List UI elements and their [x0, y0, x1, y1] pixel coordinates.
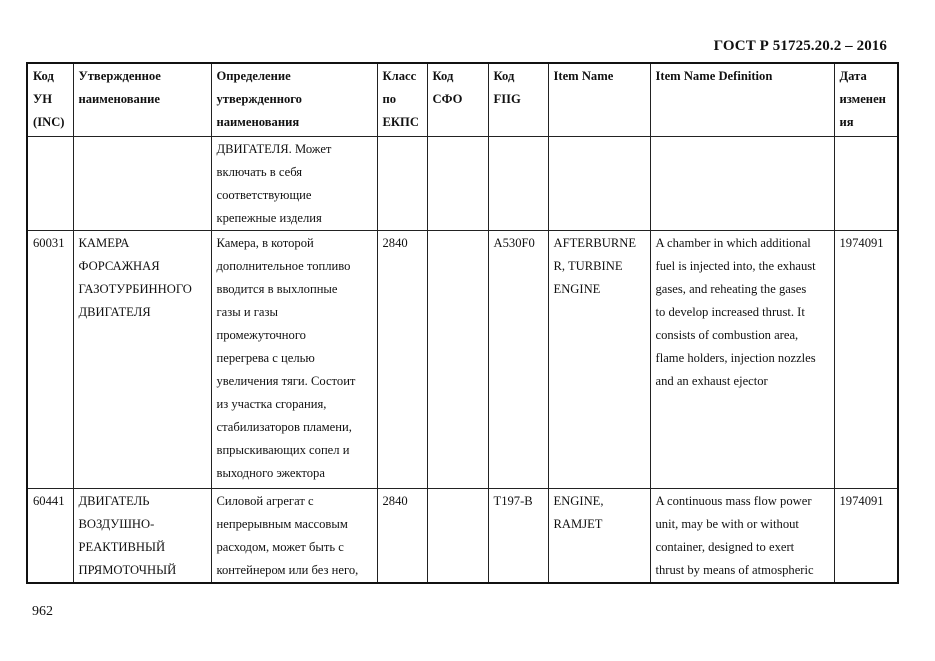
cell-text-line: выходного эжектора: [216, 466, 325, 480]
header-text-line: Код: [493, 69, 515, 83]
cell-text-line: увеличения тяги. Состоит: [216, 374, 356, 388]
cell-text-line: gases, and reheating the gases: [655, 282, 807, 296]
header-text-line: FIIG: [493, 92, 521, 106]
cell-change-date: [834, 231, 898, 489]
cell-name-definition: [211, 137, 377, 231]
catalog-table: [26, 62, 899, 584]
cell-text-line: 1974091: [839, 494, 884, 508]
cell-text-line: ГАЗОТУРБИННОГО: [78, 282, 192, 296]
cell-text-line: thrust by means of atmospheric: [655, 563, 814, 577]
cell-ekps-class: [377, 231, 427, 489]
cell-text-line: непрерывным массовым: [216, 517, 348, 531]
header-row: [27, 63, 898, 137]
header-text-line: Класс: [382, 69, 417, 83]
cell-text-line: стабилизаторов пламени,: [216, 420, 352, 434]
header-text-line: наименование: [78, 92, 160, 106]
header-text-line: Item Name Definition: [655, 69, 773, 83]
column-header-sfo-code: [427, 63, 488, 137]
cell-inc-code: [27, 489, 73, 584]
header-text-line: Item Name: [553, 69, 614, 83]
cell-fiig-code: [488, 489, 548, 584]
cell-ekps-class: [377, 137, 427, 231]
cell-text-line: R, TURBINE: [553, 259, 623, 273]
header-text-line: утвержденного: [216, 92, 302, 106]
standard-designation: ГОСТ Р 51725.20.2 – 2016: [713, 38, 887, 54]
header-text-line: Утвержденное: [78, 69, 161, 83]
cell-text-line: 60441: [33, 494, 65, 508]
table-row: [27, 137, 898, 231]
column-header-fiig-code: [488, 63, 548, 137]
cell-text-line: крепежные изделия: [216, 211, 322, 225]
table-row: [27, 489, 898, 584]
cell-text-line: A chamber in which additional: [655, 236, 811, 250]
header-text-line: изменен: [839, 92, 886, 106]
cell-text-line: ENGINE: [553, 282, 601, 296]
header-text-line: Код: [432, 69, 454, 83]
cell-sfo-code: [427, 231, 488, 489]
cell-text-line: container, designed to exert: [655, 540, 795, 554]
cell-text-line: соответствующие: [216, 188, 312, 202]
cell-text-line: включать в себя: [216, 165, 303, 179]
cell-text-line: A530F0: [493, 236, 535, 250]
cell-change-date: [834, 137, 898, 231]
cell-text-line: газы и газы: [216, 305, 278, 319]
cell-text-line: consists of combustion area,: [655, 328, 799, 342]
cell-text-line: КАМЕРА: [78, 236, 130, 250]
header-text-line: (INC): [33, 115, 65, 129]
cell-text-line: дополнительное топливо: [216, 259, 351, 273]
cell-text-line: RAMJET: [553, 517, 603, 531]
header-text-line: ЕКПС: [382, 115, 419, 129]
cell-item-name-definition: [650, 137, 834, 231]
cell-text-line: 1974091: [839, 236, 884, 250]
cell-sfo-code: [427, 137, 488, 231]
cell-text-line: T197-B: [493, 494, 533, 508]
cell-text-line: ВОЗДУШНО-: [78, 517, 155, 531]
cell-text-line: Камера, в которой: [216, 236, 314, 250]
column-header-item-name: [548, 63, 650, 137]
cell-inc-code: [27, 137, 73, 231]
cell-text-line: впрыскивающих сопел и: [216, 443, 350, 457]
cell-fiig-code: [488, 231, 548, 489]
cell-text-line: Силовой агрегат с: [216, 494, 314, 508]
cell-text-line: ПРЯМОТОЧНЫЙ: [78, 563, 177, 577]
header-text-line: по: [382, 92, 397, 106]
column-header-change-date: [834, 63, 898, 137]
header-text-line: Определение: [216, 69, 291, 83]
page-number: 962: [32, 604, 53, 619]
cell-sfo-code: [427, 489, 488, 584]
cell-item-name-definition: [650, 231, 834, 489]
header-text-line: ия: [839, 115, 854, 129]
header-text-line: Дата: [839, 69, 867, 83]
cell-text-line: and an exhaust ejector: [655, 374, 768, 388]
cell-text-line: ФОРСАЖНАЯ: [78, 259, 160, 273]
column-header-approved-name: [73, 63, 211, 137]
column-header-name-definition: [211, 63, 377, 137]
cell-ekps-class: [377, 489, 427, 584]
header-text-line: Код: [33, 69, 54, 83]
cell-text-line: из участка сгорания,: [216, 397, 327, 411]
cell-text-line: AFTERBURNE: [553, 236, 637, 250]
cell-text-line: РЕАКТИВНЫЙ: [78, 540, 166, 554]
cell-text-line: A continuous mass flow power: [655, 494, 812, 508]
cell-text-line: расходом, может быть с: [216, 540, 344, 554]
cell-change-date: [834, 489, 898, 584]
cell-text-line: ENGINE,: [553, 494, 604, 508]
header-text-line: УН: [33, 92, 53, 106]
cell-text-line: контейнером или без него,: [216, 563, 359, 577]
cell-fiig-code: [488, 137, 548, 231]
table-row: [27, 231, 898, 489]
cell-text-line: ДВИГАТЕЛЯ. Может: [216, 142, 332, 156]
cell-text-line: to develop increased thrust. It: [655, 305, 805, 319]
cell-text-line: 2840: [382, 236, 408, 250]
cell-approved-name: [73, 137, 211, 231]
cell-text-line: 60031: [33, 236, 65, 250]
cell-text-line: unit, may be with or without: [655, 517, 799, 531]
header-text-line: наименования: [216, 115, 300, 129]
cell-text-line: ДВИГАТЕЛЯ: [78, 305, 151, 319]
cell-item-name-definition: [650, 489, 834, 584]
cell-item-name: [548, 137, 650, 231]
column-header-ekps-class: [377, 63, 427, 137]
cell-approved-name: [73, 489, 211, 584]
cell-approved-name: [73, 231, 211, 489]
cell-inc-code: [27, 231, 73, 489]
header-text-line: СФО: [432, 92, 463, 106]
cell-text-line: промежуточного: [216, 328, 306, 342]
column-header-inc-code: [27, 63, 73, 137]
cell-text-line: ДВИГАТЕЛЬ: [78, 494, 150, 508]
cell-text-line: fuel is injected into, the exhaust: [655, 259, 816, 273]
cell-name-definition: [211, 231, 377, 489]
cell-text-line: вводится в выхлопные: [216, 282, 338, 296]
cell-text-line: 2840: [382, 494, 408, 508]
cell-text-line: перегрева с целью: [216, 351, 315, 365]
column-header-item-name-definition: [650, 63, 834, 137]
cell-item-name: [548, 231, 650, 489]
cell-name-definition: [211, 489, 377, 584]
cell-text-line: flame holders, injection nozzles: [655, 351, 816, 365]
cell-item-name: [548, 489, 650, 584]
